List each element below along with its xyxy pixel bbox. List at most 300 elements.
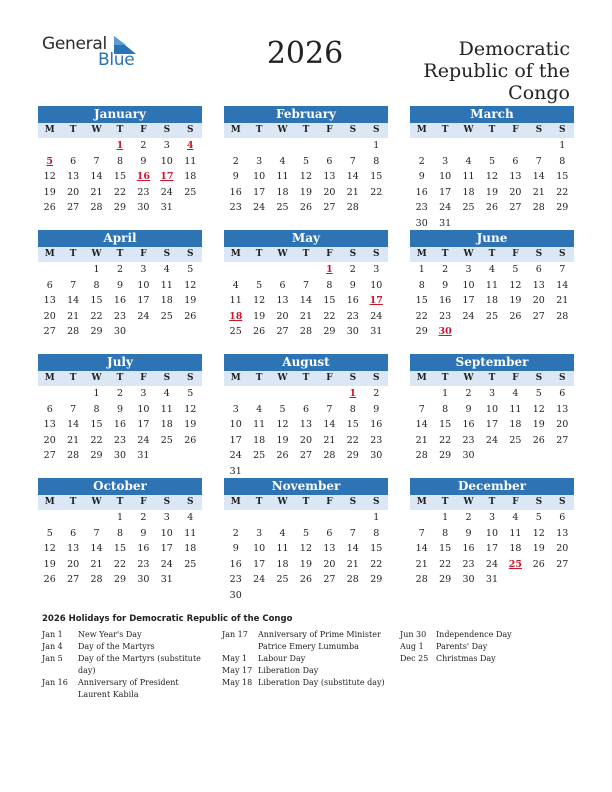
day-cell: 9	[232, 543, 239, 554]
day-cell: 29	[415, 326, 428, 337]
weekday-label: S	[535, 125, 543, 135]
day-cell: 27	[509, 202, 522, 213]
day-cell: 11	[184, 527, 197, 539]
weekday-label: S	[186, 497, 194, 507]
day-cell	[294, 138, 317, 154]
week-row	[38, 402, 202, 418]
weekday-label: T	[441, 373, 449, 383]
day-cell: 6	[46, 279, 53, 291]
day-cell: 5	[535, 388, 542, 399]
day-cell	[318, 588, 341, 604]
weekday-label: W	[463, 125, 474, 135]
month-name: May	[224, 230, 388, 247]
holiday-day-cell: 25	[508, 558, 523, 570]
day-cell: 11	[276, 543, 289, 554]
weekday-label: T	[255, 249, 263, 259]
day-cell: 31	[229, 465, 242, 477]
day-cell: 5	[279, 403, 286, 415]
day-cell: 9	[116, 403, 123, 415]
weekday-label: T	[441, 249, 449, 259]
holiday-name: Parents' Day	[436, 642, 488, 651]
day-cell: 6	[279, 279, 286, 291]
week-row	[410, 309, 574, 325]
day-cell: 11	[160, 279, 173, 291]
holiday-name: Labour Day	[258, 654, 306, 663]
day-cell	[504, 216, 527, 232]
day-cell: 26	[184, 434, 197, 446]
day-cell: 23	[229, 574, 242, 585]
day-cell: 5	[512, 264, 519, 275]
week-row	[224, 324, 388, 340]
day-cell: 21	[67, 310, 80, 322]
day-cell: 11	[276, 171, 289, 182]
day-cell: 24	[253, 574, 266, 585]
day-cell: 20	[323, 186, 336, 198]
holiday-day-cell: 16	[136, 171, 151, 182]
day-cell: 2	[116, 264, 123, 275]
week-row	[410, 278, 574, 294]
day-cell: 25	[462, 202, 475, 213]
holiday-date: May 18	[222, 678, 253, 687]
weekday-label: S	[372, 497, 380, 507]
day-cell: 24	[137, 434, 150, 446]
week-row	[224, 293, 388, 309]
day-cell	[61, 386, 84, 402]
holiday-item	[42, 629, 212, 641]
day-cell	[179, 448, 202, 464]
week-row	[38, 526, 202, 542]
week-row	[410, 433, 574, 449]
day-cell: 12	[43, 171, 56, 182]
holiday-date: Jan 4	[42, 642, 63, 651]
day-cell: 20	[299, 434, 313, 446]
week-row	[410, 526, 574, 542]
week-row	[410, 572, 574, 588]
day-cell: 4	[163, 264, 170, 275]
day-cell: 4	[187, 512, 194, 523]
day-cell	[61, 138, 84, 154]
holiday-name: Day of the Martyrs (substitute day)	[78, 654, 201, 675]
day-cell: 15	[439, 419, 452, 430]
day-cell: 7	[70, 403, 77, 415]
day-cell: 13	[67, 543, 80, 554]
weekday-label: T	[488, 249, 496, 259]
day-cell: 10	[439, 171, 452, 182]
week-row	[38, 417, 202, 433]
day-cell: 8	[349, 403, 356, 415]
day-cell	[457, 216, 480, 232]
weekday-label: T	[116, 497, 124, 507]
day-cell	[365, 464, 388, 480]
week-row	[38, 510, 202, 526]
day-cell: 22	[113, 558, 127, 570]
day-cell: 9	[373, 403, 380, 415]
week-row	[38, 572, 202, 588]
day-cell	[179, 324, 202, 340]
weekday-label: M	[230, 373, 241, 383]
day-cell: 13	[67, 171, 80, 182]
week-row	[410, 138, 574, 154]
day-cell: 7	[418, 403, 425, 415]
day-cell: 29	[113, 202, 127, 213]
weekday-label: W	[91, 125, 102, 135]
weekday-label: S	[535, 373, 543, 383]
day-cell	[480, 448, 503, 464]
week-row	[38, 262, 202, 278]
day-cell	[294, 262, 317, 278]
day-cell: 5	[256, 279, 263, 291]
day-cell: 3	[163, 140, 170, 151]
day-cell: 26	[509, 310, 522, 322]
day-cell: 31	[485, 574, 499, 585]
day-cell: 30	[137, 202, 150, 213]
weekday-label: S	[349, 249, 357, 259]
day-cell: 19	[43, 186, 56, 198]
holiday-date: Aug 1	[400, 642, 424, 651]
holiday-day-cell: 1	[116, 140, 124, 151]
day-cell: 2	[232, 527, 239, 539]
day-cell: 25	[160, 310, 173, 322]
day-cell: 28	[532, 202, 545, 213]
day-cell: 29	[346, 450, 359, 461]
day-cell	[318, 464, 341, 480]
holiday-name: Anniversary of President Laurent Kabila	[78, 678, 179, 699]
day-cell	[271, 386, 294, 402]
day-cell: 6	[46, 403, 53, 415]
day-cell: 19	[532, 543, 545, 554]
week-row	[224, 386, 388, 402]
day-cell: 28	[90, 574, 103, 585]
day-cell	[341, 464, 364, 480]
week-row	[224, 433, 388, 449]
weekday-label: T	[255, 373, 263, 383]
week-row	[224, 464, 388, 480]
day-cell: 19	[532, 419, 545, 430]
day-cell: 22	[90, 434, 103, 446]
holiday-column	[400, 629, 570, 665]
day-cell: 23	[113, 434, 127, 446]
day-cell: 6	[559, 388, 566, 399]
day-cell: 17	[462, 295, 475, 306]
holiday-item	[42, 653, 212, 677]
weekday-label: M	[230, 249, 241, 259]
day-cell: 22	[113, 186, 127, 198]
day-cell: 27	[299, 450, 313, 461]
holiday-name: New Year's Day	[78, 630, 142, 639]
day-cell: 25	[485, 310, 499, 322]
day-cell	[294, 588, 317, 604]
day-cell: 1	[418, 264, 425, 275]
day-cell: 3	[256, 155, 263, 167]
holiday-day-cell: 18	[229, 310, 243, 322]
weekday-label: S	[163, 249, 171, 259]
day-cell: 16	[462, 543, 475, 554]
day-cell	[551, 572, 574, 588]
day-cell: 20	[67, 558, 80, 570]
day-cell: 24	[439, 202, 452, 213]
month-name: January	[38, 106, 202, 123]
day-cell: 23	[439, 310, 452, 322]
weekday-label: F	[140, 125, 147, 135]
month-december	[410, 478, 574, 588]
day-cell	[480, 138, 503, 154]
day-cell: 31	[160, 202, 173, 213]
week-row	[410, 185, 574, 201]
day-cell: 21	[90, 186, 103, 198]
day-cell: 27	[67, 202, 80, 213]
day-cell: 29	[439, 450, 452, 461]
day-cell: 28	[415, 574, 428, 585]
day-cell	[551, 324, 574, 340]
day-cell: 1	[93, 264, 100, 275]
weekday-label: S	[163, 373, 171, 383]
day-cell: 21	[415, 434, 428, 446]
day-cell: 23	[113, 310, 127, 322]
day-cell: 18	[184, 543, 197, 554]
holiday-name: Christmas Day	[436, 654, 496, 663]
day-cell: 17	[137, 295, 150, 306]
weekday-label: T	[488, 125, 496, 135]
weekday-label: M	[44, 249, 55, 259]
day-cell: 27	[556, 434, 569, 446]
month-january	[38, 106, 202, 216]
day-cell: 8	[373, 155, 380, 167]
week-row	[224, 138, 388, 154]
day-cell: 25	[229, 326, 242, 337]
weekday-label: F	[326, 497, 333, 507]
weekday-label: S	[535, 249, 543, 259]
day-cell: 10	[485, 527, 499, 539]
holiday-column	[42, 629, 212, 701]
day-cell: 28	[67, 450, 80, 461]
day-cell: 17	[160, 543, 173, 554]
week-row	[224, 169, 388, 185]
holiday-item	[42, 641, 212, 653]
day-cell: 27	[323, 574, 336, 585]
week-row	[224, 557, 388, 573]
month-november	[224, 478, 388, 603]
day-cell: 13	[299, 419, 313, 430]
day-cell: 17	[439, 186, 452, 198]
holiday-date: Jan 1	[42, 630, 63, 639]
day-cell: 12	[276, 419, 289, 430]
day-cell: 12	[485, 171, 499, 182]
day-cell	[527, 138, 550, 154]
day-cell: 23	[137, 558, 150, 570]
day-cell: 7	[418, 527, 425, 539]
day-cell	[224, 262, 247, 278]
holiday-item	[42, 677, 212, 701]
day-cell: 10	[462, 279, 475, 291]
week-row	[38, 309, 202, 325]
day-cell: 10	[253, 543, 266, 554]
day-cell	[504, 138, 527, 154]
holiday-day-cell: 1	[326, 264, 333, 275]
day-cell: 10	[137, 403, 150, 415]
week-row	[38, 200, 202, 216]
week-row	[224, 200, 388, 216]
day-cell: 29	[370, 574, 383, 585]
day-cell: 14	[67, 419, 80, 430]
day-cell: 12	[299, 543, 313, 554]
weekday-label: W	[91, 249, 102, 259]
day-cell	[410, 510, 433, 526]
day-cell: 24	[253, 202, 266, 213]
day-cell: 23	[370, 434, 383, 446]
day-cell: 1	[559, 140, 566, 151]
holidays-title: 2026 Holidays for Democratic Republic of the Congo	[42, 614, 293, 624]
day-cell: 18	[253, 434, 266, 446]
weekday-label: T	[255, 497, 263, 507]
weekday-label: S	[163, 125, 171, 135]
weekday-label: S	[349, 125, 357, 135]
week-row	[224, 154, 388, 170]
week-row	[224, 262, 388, 278]
day-cell: 10	[485, 403, 499, 415]
day-cell: 25	[184, 186, 197, 198]
day-cell: 29	[90, 450, 103, 461]
month-name: July	[38, 354, 202, 371]
day-cell: 5	[46, 527, 53, 539]
day-cell: 8	[116, 527, 123, 539]
day-cell: 31	[439, 217, 452, 229]
weekday-label: T	[302, 125, 310, 135]
day-cell	[318, 386, 341, 402]
day-cell: 13	[276, 295, 289, 306]
weekday-label: M	[230, 497, 241, 507]
day-cell: 16	[229, 186, 242, 198]
day-cell: 1	[373, 512, 380, 523]
day-cell: 7	[302, 279, 309, 291]
week-row	[410, 557, 574, 573]
weekday-label: S	[535, 497, 543, 507]
holiday-item	[222, 629, 392, 653]
weekday-label: T	[302, 373, 310, 383]
day-cell: 24	[229, 450, 242, 461]
weekday-label: T	[116, 373, 124, 383]
week-row	[410, 200, 574, 216]
weekday-label: F	[326, 249, 333, 259]
day-cell	[224, 138, 247, 154]
day-cell: 17	[253, 558, 266, 570]
weekday-label: T	[116, 125, 124, 135]
day-cell: 17	[485, 419, 499, 430]
day-cell: 30	[113, 326, 127, 337]
weekday-label: S	[372, 373, 380, 383]
day-cell: 18	[509, 543, 522, 554]
day-cell: 21	[556, 295, 569, 306]
day-cell: 2	[116, 388, 123, 399]
day-cell	[132, 324, 155, 340]
day-cell: 7	[349, 527, 356, 539]
day-cell: 21	[299, 310, 313, 322]
day-cell: 22	[346, 434, 359, 446]
day-cell: 4	[256, 403, 263, 415]
weekday-label: M	[44, 497, 55, 507]
day-cell: 31	[160, 574, 173, 585]
weekday-header-row	[38, 495, 202, 510]
day-cell: 29	[90, 326, 103, 337]
day-cell: 7	[70, 279, 77, 291]
weekday-label: M	[416, 373, 427, 383]
day-cell: 1	[442, 388, 449, 399]
day-cell: 13	[323, 171, 336, 182]
day-cell: 6	[326, 155, 333, 167]
day-cell: 25	[276, 574, 289, 585]
day-cell: 30	[137, 574, 150, 585]
holiday-day-cell: 17	[369, 295, 383, 306]
day-cell: 15	[323, 295, 336, 306]
day-cell: 14	[556, 279, 569, 291]
day-cell: 25	[253, 450, 266, 461]
day-cell: 26	[43, 202, 56, 213]
day-cell: 4	[512, 388, 519, 399]
day-cell: 1	[93, 388, 100, 399]
day-cell: 8	[93, 279, 100, 291]
day-cell: 15	[370, 543, 383, 554]
weekday-label: W	[277, 249, 288, 259]
day-cell: 14	[532, 171, 545, 182]
day-cell	[504, 324, 527, 340]
holiday-day-cell: 30	[438, 326, 452, 337]
weekday-label: F	[140, 497, 147, 507]
day-cell: 21	[415, 558, 428, 570]
day-cell: 10	[370, 279, 383, 291]
year-title: 2026	[266, 36, 344, 71]
day-cell	[247, 588, 270, 604]
day-cell	[504, 448, 527, 464]
day-cell: 3	[140, 264, 147, 275]
day-cell	[247, 464, 270, 480]
day-cell: 20	[509, 186, 522, 198]
day-cell	[155, 324, 178, 340]
weekday-header-row	[410, 371, 574, 386]
day-cell: 19	[43, 558, 56, 570]
day-cell: 7	[93, 155, 100, 167]
weekday-label: W	[91, 373, 102, 383]
day-cell: 19	[299, 558, 313, 570]
weekday-label: M	[44, 125, 55, 135]
day-cell: 22	[439, 558, 452, 570]
day-cell: 26	[485, 202, 499, 213]
holiday-day-cell: 1	[349, 388, 357, 399]
day-cell: 10	[137, 279, 150, 291]
day-cell: 22	[323, 310, 336, 322]
day-cell: 20	[532, 295, 545, 306]
day-cell: 24	[485, 558, 499, 570]
day-cell: 13	[509, 171, 522, 182]
day-cell: 3	[465, 264, 472, 275]
day-cell	[504, 572, 527, 588]
day-cell: 19	[253, 310, 266, 322]
day-cell: 28	[556, 310, 569, 322]
day-cell: 22	[370, 186, 383, 198]
day-cell: 23	[462, 434, 475, 446]
day-cell: 27	[532, 310, 545, 322]
day-cell: 23	[137, 186, 150, 198]
day-cell	[365, 588, 388, 604]
day-cell	[480, 216, 503, 232]
day-cell	[551, 448, 574, 464]
week-row	[38, 386, 202, 402]
day-cell: 10	[160, 527, 173, 539]
week-row	[410, 216, 574, 232]
day-cell: 20	[556, 543, 569, 554]
day-cell: 16	[439, 295, 452, 306]
day-cell: 2	[232, 155, 239, 167]
day-cell: 3	[488, 512, 495, 523]
day-cell: 6	[535, 264, 542, 275]
